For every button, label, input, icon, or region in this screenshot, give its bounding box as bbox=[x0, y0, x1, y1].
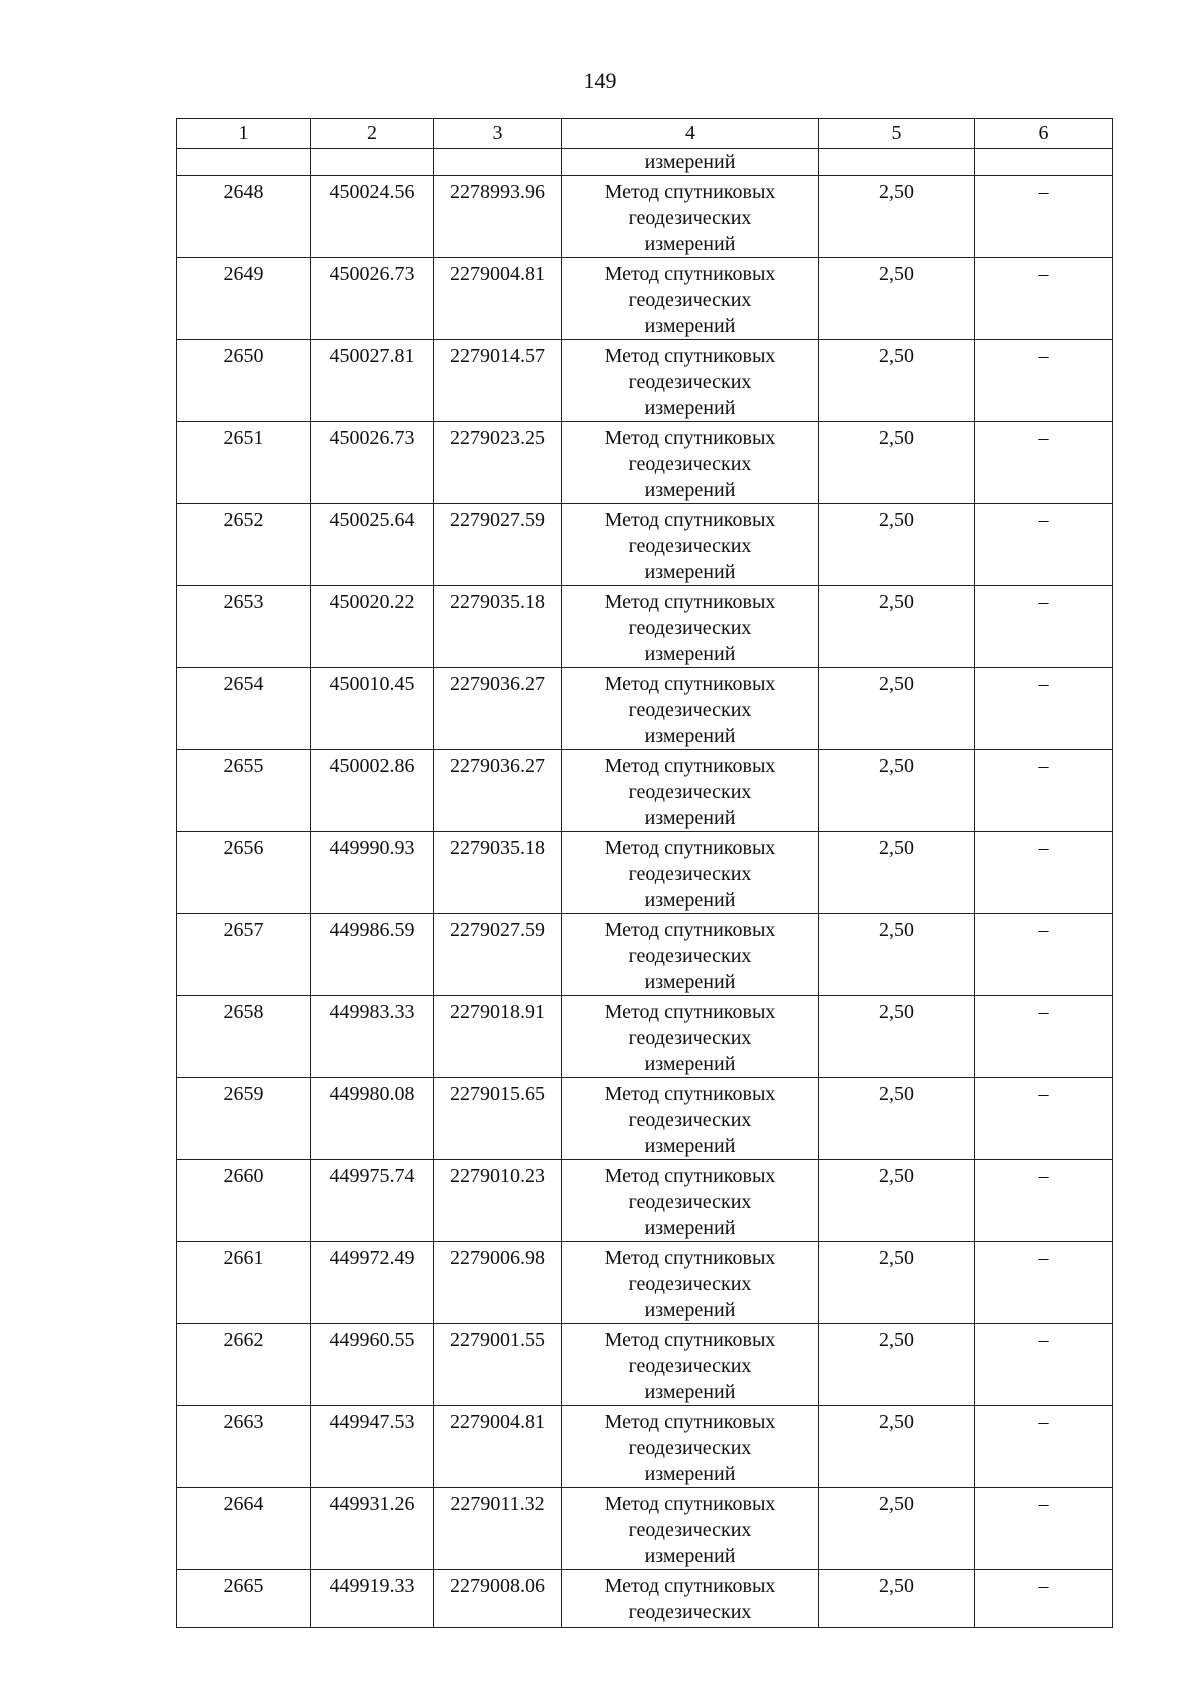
table-row bbox=[177, 422, 1113, 504]
note-cell: – bbox=[975, 1570, 1113, 1628]
accuracy-cell: 2,50 bbox=[819, 1324, 975, 1406]
column-number-2: 2 bbox=[311, 119, 434, 149]
note-cell: – bbox=[975, 1488, 1113, 1570]
method-line: измерений bbox=[644, 1381, 736, 1403]
y-coordinate-cell: 2279036.27 bbox=[434, 668, 562, 750]
point-number-cell: 2658 bbox=[177, 996, 311, 1078]
method-cell bbox=[562, 422, 819, 504]
point-number-cell: 2661 bbox=[177, 1242, 311, 1324]
x-coordinate-cell: 450002.86 bbox=[311, 750, 434, 832]
point-number-cell: 2656 bbox=[177, 832, 311, 914]
note-cell: – bbox=[975, 586, 1113, 668]
accuracy-cell: 2,50 bbox=[819, 258, 975, 340]
x-coordinate-cell: 449980.08 bbox=[311, 1078, 434, 1160]
note-cell: – bbox=[975, 668, 1113, 750]
y-coordinate-cell: 2279004.81 bbox=[434, 258, 562, 340]
note-cell: – bbox=[975, 258, 1113, 340]
method-line: измерений bbox=[644, 1135, 736, 1157]
method-line: Метод спутниковых bbox=[604, 919, 776, 941]
note-cell: – bbox=[975, 750, 1113, 832]
table-row bbox=[177, 1078, 1113, 1160]
accuracy-cell: 2,50 bbox=[819, 1160, 975, 1242]
note-cell: – bbox=[975, 340, 1113, 422]
accuracy-cell: 2,50 bbox=[819, 750, 975, 832]
method-line: Метод спутниковых bbox=[604, 345, 776, 367]
method-line: геодезических bbox=[628, 1437, 752, 1459]
table-row bbox=[177, 1488, 1113, 1570]
method-line: измерений bbox=[644, 889, 736, 911]
x-coordinate-cell: 449972.49 bbox=[311, 1242, 434, 1324]
page-number: 149 bbox=[583, 68, 617, 93]
accuracy-cell: 2,50 bbox=[819, 176, 975, 258]
column-number-4: 4 bbox=[562, 119, 819, 149]
method-cell bbox=[562, 1078, 819, 1160]
y-coordinate-cell: 2279008.06 bbox=[434, 1570, 562, 1628]
method-line: Метод спутниковых bbox=[604, 755, 776, 777]
table-row bbox=[177, 668, 1113, 750]
table-body bbox=[177, 119, 1113, 1628]
accuracy-cell: 2,50 bbox=[819, 1570, 975, 1628]
table-row bbox=[177, 258, 1113, 340]
table-row bbox=[177, 1160, 1113, 1242]
method-line: Метод спутниковых bbox=[604, 1247, 776, 1269]
continuation-cell bbox=[975, 149, 1113, 176]
method-line: Метод спутниковых bbox=[604, 263, 776, 285]
point-number-cell: 2650 bbox=[177, 340, 311, 422]
method-cell bbox=[562, 586, 819, 668]
method-line: Метод спутниковых bbox=[604, 1493, 776, 1515]
method-line: геодезических bbox=[628, 1601, 752, 1623]
y-coordinate-cell: 2279006.98 bbox=[434, 1242, 562, 1324]
y-coordinate-cell: 2279001.55 bbox=[434, 1324, 562, 1406]
y-coordinate-cell: 2279023.25 bbox=[434, 422, 562, 504]
x-coordinate-cell: 449919.33 bbox=[311, 1570, 434, 1628]
x-coordinate-cell: 449947.53 bbox=[311, 1406, 434, 1488]
y-coordinate-cell: 2279027.59 bbox=[434, 504, 562, 586]
table-row bbox=[177, 1242, 1113, 1324]
method-cell bbox=[562, 1160, 819, 1242]
note-cell: – bbox=[975, 832, 1113, 914]
y-coordinate-cell: 2279015.65 bbox=[434, 1078, 562, 1160]
accuracy-cell: 2,50 bbox=[819, 586, 975, 668]
note-cell: – bbox=[975, 504, 1113, 586]
x-coordinate-cell: 449960.55 bbox=[311, 1324, 434, 1406]
method-line: геодезических bbox=[628, 1109, 752, 1131]
accuracy-cell: 2,50 bbox=[819, 422, 975, 504]
note-cell: – bbox=[975, 914, 1113, 996]
method-cell bbox=[562, 1488, 819, 1570]
accuracy-cell: 2,50 bbox=[819, 504, 975, 586]
table-row bbox=[177, 1570, 1113, 1628]
method-line: измерений bbox=[644, 233, 736, 255]
point-number-cell: 2651 bbox=[177, 422, 311, 504]
note-cell: – bbox=[975, 996, 1113, 1078]
y-coordinate-cell: 2279004.81 bbox=[434, 1406, 562, 1488]
method-line: Метод спутниковых bbox=[604, 1001, 776, 1023]
point-number-cell: 2648 bbox=[177, 176, 311, 258]
point-number-cell: 2657 bbox=[177, 914, 311, 996]
note-cell: – bbox=[975, 1078, 1113, 1160]
x-coordinate-cell: 450027.81 bbox=[311, 340, 434, 422]
coordinates-table bbox=[176, 118, 1113, 1628]
point-number-cell: 2660 bbox=[177, 1160, 311, 1242]
method-line: измерений bbox=[644, 315, 736, 337]
method-cell bbox=[562, 1570, 819, 1628]
method-line: геодезических bbox=[628, 1519, 752, 1541]
point-number-cell: 2665 bbox=[177, 1570, 311, 1628]
x-coordinate-cell: 449983.33 bbox=[311, 996, 434, 1078]
table-row bbox=[177, 1324, 1113, 1406]
table-row bbox=[177, 340, 1113, 422]
table-row bbox=[177, 832, 1113, 914]
method-cell bbox=[562, 996, 819, 1078]
method-line: измерений bbox=[644, 479, 736, 501]
method-cell bbox=[562, 504, 819, 586]
method-line: Метод спутниковых bbox=[604, 427, 776, 449]
method-cell bbox=[562, 832, 819, 914]
method-line: геодезических bbox=[628, 371, 752, 393]
x-coordinate-cell: 450020.22 bbox=[311, 586, 434, 668]
y-coordinate-cell: 2279010.23 bbox=[434, 1160, 562, 1242]
method-line: геодезических bbox=[628, 1273, 752, 1295]
method-line: Метод спутниковых bbox=[604, 837, 776, 859]
method-cell bbox=[562, 258, 819, 340]
method-line: измерений bbox=[644, 1053, 736, 1075]
table-row bbox=[177, 996, 1113, 1078]
accuracy-cell: 2,50 bbox=[819, 668, 975, 750]
method-line: геодезических bbox=[628, 945, 752, 967]
y-coordinate-cell: 2278993.96 bbox=[434, 176, 562, 258]
method-line: Метод спутниковых bbox=[604, 181, 776, 203]
method-line: Метод спутниковых bbox=[604, 673, 776, 695]
accuracy-cell: 2,50 bbox=[819, 340, 975, 422]
method-cell bbox=[562, 750, 819, 832]
method-line: Метод спутниковых bbox=[604, 1165, 776, 1187]
method-line: измерений bbox=[644, 1299, 736, 1321]
method-cell bbox=[562, 1406, 819, 1488]
point-number-cell: 2654 bbox=[177, 668, 311, 750]
point-number-cell: 2655 bbox=[177, 750, 311, 832]
y-coordinate-cell: 2279011.32 bbox=[434, 1488, 562, 1570]
column-number-row bbox=[177, 119, 1113, 149]
accuracy-cell: 2,50 bbox=[819, 1078, 975, 1160]
method-line: геодезических bbox=[628, 453, 752, 475]
accuracy-cell: 2,50 bbox=[819, 1406, 975, 1488]
method-line: измерений bbox=[644, 725, 736, 747]
y-coordinate-cell: 2279035.18 bbox=[434, 832, 562, 914]
x-coordinate-cell: 450025.64 bbox=[311, 504, 434, 586]
x-coordinate-cell: 450026.73 bbox=[311, 422, 434, 504]
method-line: геодезических bbox=[628, 617, 752, 639]
table-row bbox=[177, 504, 1113, 586]
x-coordinate-cell: 450010.45 bbox=[311, 668, 434, 750]
method-line: геодезических bbox=[628, 535, 752, 557]
accuracy-cell: 2,50 bbox=[819, 996, 975, 1078]
method-line: геодезических bbox=[628, 863, 752, 885]
method-line: Метод спутниковых bbox=[604, 1329, 776, 1351]
note-cell: – bbox=[975, 422, 1113, 504]
point-number-cell: 2649 bbox=[177, 258, 311, 340]
continuation-cell bbox=[311, 149, 434, 176]
table-row bbox=[177, 750, 1113, 832]
y-coordinate-cell: 2279027.59 bbox=[434, 914, 562, 996]
note-cell: – bbox=[975, 1324, 1113, 1406]
y-coordinate-cell: 2279035.18 bbox=[434, 586, 562, 668]
method-line: измерений bbox=[644, 1463, 736, 1485]
method-line: измерений bbox=[644, 643, 736, 665]
column-number-3: 3 bbox=[434, 119, 562, 149]
continuation-cell bbox=[819, 149, 975, 176]
column-number-5: 5 bbox=[819, 119, 975, 149]
point-number-cell: 2664 bbox=[177, 1488, 311, 1570]
y-coordinate-cell: 2279018.91 bbox=[434, 996, 562, 1078]
point-number-cell: 2659 bbox=[177, 1078, 311, 1160]
note-cell: – bbox=[975, 1406, 1113, 1488]
method-line: геодезических bbox=[628, 699, 752, 721]
point-number-cell: 2652 bbox=[177, 504, 311, 586]
x-coordinate-cell: 449986.59 bbox=[311, 914, 434, 996]
method-line: геодезических bbox=[628, 781, 752, 803]
method-cell bbox=[562, 1324, 819, 1406]
table-row bbox=[177, 1406, 1113, 1488]
continuation-cell bbox=[177, 149, 311, 176]
method-line: измерений bbox=[644, 807, 736, 829]
note-cell: – bbox=[975, 1160, 1113, 1242]
method-line: измерений bbox=[644, 971, 736, 993]
continuation-row bbox=[177, 149, 1113, 176]
point-number-cell: 2653 bbox=[177, 586, 311, 668]
method-cell bbox=[562, 914, 819, 996]
method-line: измерений bbox=[644, 1545, 736, 1567]
method-line: измерений bbox=[644, 1217, 736, 1239]
column-number-6: 6 bbox=[975, 119, 1113, 149]
method-line: геодезических bbox=[628, 1355, 752, 1377]
method-line: Метод спутниковых bbox=[604, 1411, 776, 1433]
accuracy-cell: 2,50 bbox=[819, 832, 975, 914]
method-line: измерений bbox=[644, 561, 736, 583]
accuracy-cell: 2,50 bbox=[819, 914, 975, 996]
method-line: геодезических bbox=[628, 289, 752, 311]
column-number-1: 1 bbox=[177, 119, 311, 149]
point-number-cell: 2662 bbox=[177, 1324, 311, 1406]
continuation-cell bbox=[434, 149, 562, 176]
x-coordinate-cell: 449931.26 bbox=[311, 1488, 434, 1570]
method-cell bbox=[562, 340, 819, 422]
x-coordinate-cell: 449975.74 bbox=[311, 1160, 434, 1242]
method-cell bbox=[562, 176, 819, 258]
table-row bbox=[177, 586, 1113, 668]
method-line: измерений bbox=[644, 397, 736, 419]
method-cell bbox=[562, 668, 819, 750]
method-line: геодезических bbox=[628, 1027, 752, 1049]
x-coordinate-cell: 450024.56 bbox=[311, 176, 434, 258]
method-line: Метод спутниковых bbox=[604, 509, 776, 531]
table-row bbox=[177, 176, 1113, 258]
method-line: геодезических bbox=[628, 207, 752, 229]
method-line: Метод спутниковых bbox=[604, 591, 776, 613]
y-coordinate-cell: 2279014.57 bbox=[434, 340, 562, 422]
method-line: Метод спутниковых bbox=[604, 1083, 776, 1105]
accuracy-cell: 2,50 bbox=[819, 1242, 975, 1324]
note-cell: – bbox=[975, 176, 1113, 258]
continuation-method-cell: измерений bbox=[562, 149, 819, 176]
accuracy-cell: 2,50 bbox=[819, 1488, 975, 1570]
point-number-cell: 2663 bbox=[177, 1406, 311, 1488]
note-cell: – bbox=[975, 1242, 1113, 1324]
x-coordinate-cell: 449990.93 bbox=[311, 832, 434, 914]
x-coordinate-cell: 450026.73 bbox=[311, 258, 434, 340]
table-row bbox=[177, 914, 1113, 996]
method-cell bbox=[562, 1242, 819, 1324]
method-line: геодезических bbox=[628, 1191, 752, 1213]
y-coordinate-cell: 2279036.27 bbox=[434, 750, 562, 832]
method-line: Метод спутниковых bbox=[604, 1575, 776, 1597]
